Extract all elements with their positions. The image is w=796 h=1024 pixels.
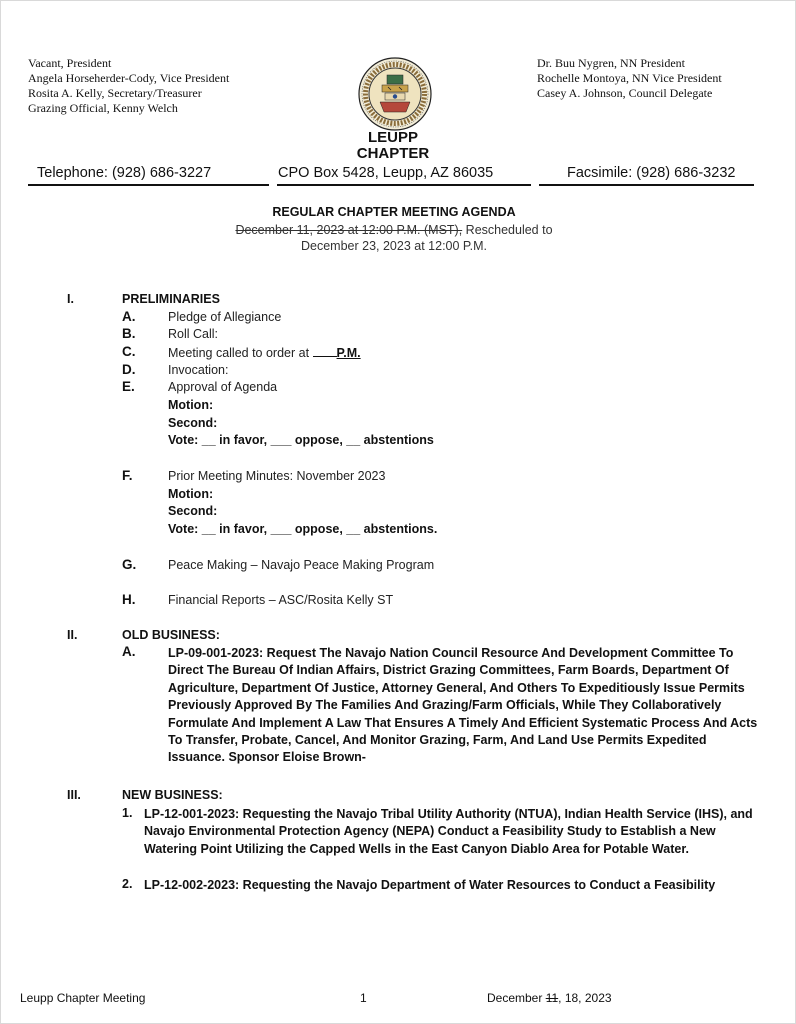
original-date: December 11, 2023 at 12:00 P.M. (MST), bbox=[235, 223, 463, 237]
item-roll-call: Roll Call: bbox=[168, 327, 219, 341]
item-letter: A. bbox=[122, 309, 136, 324]
second-label: Second: bbox=[168, 504, 218, 518]
chapter-name bbox=[333, 130, 453, 162]
section-heading-new-business: NEW BUSINESS: bbox=[122, 788, 223, 802]
header-divider bbox=[28, 184, 754, 186]
item-letter: B. bbox=[122, 326, 136, 341]
official-council-delegate: Casey A. Johnson, Council Delegate bbox=[537, 86, 713, 100]
item-letter: E. bbox=[122, 379, 135, 394]
official-nn-vice-president: Rochelle Montoya, NN Vice President bbox=[537, 71, 722, 85]
item-pledge-of-allegiance: Pledge of Allegiance bbox=[168, 310, 282, 324]
rescheduled-label: Rescheduled to bbox=[462, 223, 553, 237]
officer-secretary-treasurer: Rosita A. Kelly, Secretary/Treasurer bbox=[28, 86, 202, 100]
item-letter: C. bbox=[122, 344, 136, 359]
header-divider-gap bbox=[269, 182, 277, 188]
time-blank bbox=[313, 345, 337, 357]
section-numeral: II. bbox=[67, 628, 78, 642]
footer-date-month: December bbox=[487, 991, 546, 1005]
item-invocation: Invocation: bbox=[168, 363, 229, 377]
item-peace-making: Peace Making – Navajo Peace Making Program bbox=[168, 558, 435, 572]
item-letter: A. bbox=[122, 644, 136, 659]
call-to-order-label: Meeting called to order at bbox=[168, 346, 310, 360]
item-approval-of-agenda: Approval of Agenda bbox=[168, 380, 278, 394]
item-number: 2. bbox=[122, 877, 133, 891]
section-heading-old-business: OLD BUSINESS: bbox=[122, 628, 220, 642]
call-to-order-pm: P.M. bbox=[336, 346, 361, 360]
facsimile-number: Facsimile: (928) 686-3232 bbox=[567, 165, 736, 181]
second-label: Second: bbox=[168, 416, 218, 430]
item-number: 1. bbox=[122, 806, 133, 820]
meeting-date-block bbox=[1, 222, 787, 254]
item-financial-reports: Financial Reports – ASC/Rosita Kelly ST bbox=[168, 593, 394, 607]
header-divider-gap bbox=[531, 182, 539, 188]
official-nn-president: Dr. Buu Nygren, NN President bbox=[537, 56, 685, 70]
motion-label: Motion: bbox=[168, 398, 214, 412]
chapter-name-line1: LEUPP bbox=[367, 129, 418, 146]
footer-date-struck: 11 bbox=[545, 991, 559, 1005]
new-business-resolution-lp-12-002: LP-12-002-2023: Requesting the Navajo Department of Water Resources to Conduct a Feasibility bbox=[144, 878, 716, 892]
chapter-name-line2: CHAPTER bbox=[356, 145, 430, 162]
item-call-to-order bbox=[168, 345, 361, 360]
officer-president: Vacant, President bbox=[28, 56, 112, 70]
officer-grazing-official: Grazing Official, Kenny Welch bbox=[28, 101, 178, 115]
agenda-title: REGULAR CHAPTER MEETING AGENDA bbox=[272, 205, 516, 219]
footer-date-rest: , 18, 2023 bbox=[558, 991, 612, 1005]
item-letter: G. bbox=[122, 557, 137, 572]
officer-vice-president: Angela Horseherder-Cody, Vice President bbox=[28, 71, 230, 85]
reschedule-line bbox=[1, 222, 787, 238]
item-letter: F. bbox=[122, 468, 133, 483]
old-business-resolution-lp-09-001: LP-09-001-2023: Request The Navajo Nation Council Resource And Development Committee To Direct The Bureau Of Indian Affairs, District Grazing Committees, Farm Boards, Department Of Agriculture, Department Of Justice, Attorney General, And Others To Expeditiously Issue Permits Previously Approved By The Families And Grazing/Farm Officials, While They Collaboratively Formulate And Implement A Law That Ensures A Timely And Efficient Systematic Process And Acts To Transfer, Probate, Cancel, And Monitor Grazing, Farm, And Land Use Permits Expedited Issuance. Sponsor Eloise Brown- bbox=[168, 646, 758, 765]
chapter-officers-list bbox=[28, 56, 229, 116]
section-numeral: I. bbox=[67, 292, 74, 306]
new-business-resolution-lp-12-001: LP-12-001-2023: Requesting the Navajo Tribal Utility Authority (NTUA), Indian Health Service (IHS), and Navajo Environmental Protection Agency (NEPA) Conduct a Feasibility Study to Establish a New Watering Point Utilizing the Capped Wells in the East Canyon Diablo Area for Potable Water. bbox=[144, 807, 753, 856]
new-meeting-date: December 23, 2023 at 12:00 P.M. bbox=[301, 239, 487, 253]
item-letter: D. bbox=[122, 362, 136, 377]
chapter-seal-logo bbox=[358, 57, 432, 131]
section-heading-preliminaries: PRELIMINARIES bbox=[122, 292, 220, 306]
footer-date bbox=[487, 991, 612, 1005]
footer-document-name: Leupp Chapter Meeting bbox=[20, 991, 146, 1005]
telephone-number: Telephone: (928) 686-3227 bbox=[37, 165, 212, 181]
nation-officials-list bbox=[537, 56, 722, 101]
vote-line: Vote: __ in favor, ___ oppose, __ abstentions. bbox=[168, 522, 438, 536]
vote-line: Vote: __ in favor, ___ oppose, __ abstentions bbox=[168, 433, 434, 447]
footer-page-number: 1 bbox=[360, 991, 367, 1005]
item-prior-meeting-minutes: Prior Meeting Minutes: November 2023 bbox=[168, 469, 386, 483]
mailing-address: CPO Box 5428, Leupp, AZ 86035 bbox=[278, 165, 494, 181]
section-numeral: III. bbox=[67, 788, 81, 802]
motion-label: Motion: bbox=[168, 487, 214, 501]
item-letter: H. bbox=[122, 592, 136, 607]
